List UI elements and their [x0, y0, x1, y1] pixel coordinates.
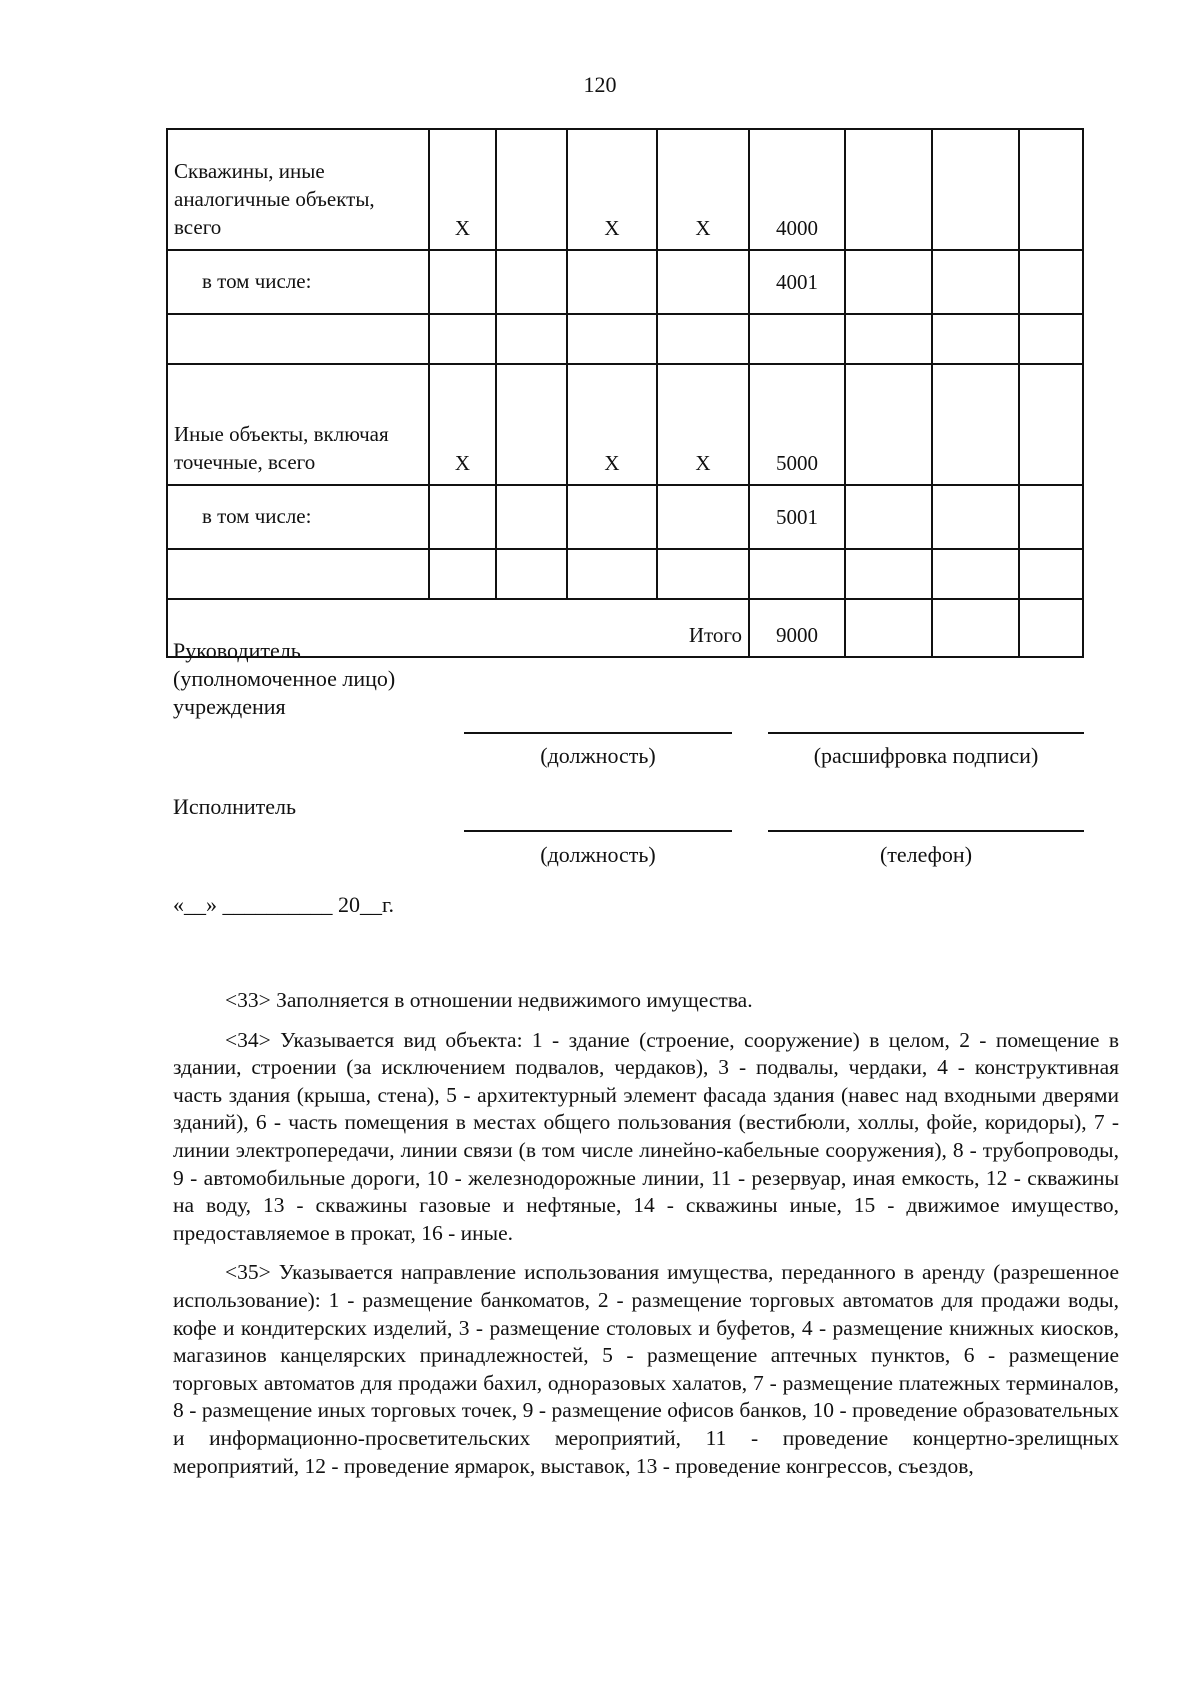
head-label	[173, 637, 395, 721]
cell-empty	[749, 314, 845, 364]
cell-empty	[429, 485, 496, 549]
cell-empty	[1019, 129, 1083, 250]
cell-empty	[932, 364, 1019, 485]
head-decode-caption: (расшифровка подписи)	[813, 743, 1039, 768]
cell-empty	[932, 314, 1019, 364]
cell-empty	[567, 549, 657, 599]
table-row	[167, 549, 1083, 599]
cell-empty	[496, 549, 567, 599]
row-name: в том числе:	[167, 250, 429, 314]
table-row	[167, 129, 1083, 250]
page-number: 120	[583, 72, 617, 97]
cell-empty	[429, 314, 496, 364]
cell-empty	[567, 314, 657, 364]
table-row	[167, 364, 1083, 485]
cell-empty	[1019, 364, 1083, 485]
executor-phone-caption: (телефон)	[879, 842, 973, 867]
cell-empty	[567, 250, 657, 314]
cell-x: X	[567, 129, 657, 250]
row-code: 4001	[749, 250, 845, 314]
cell-empty	[932, 599, 1019, 657]
cell-empty	[496, 129, 567, 250]
cell-empty	[845, 129, 932, 250]
head-position-caption: (должность)	[540, 743, 656, 768]
row-code: 4000	[749, 129, 845, 250]
executor-position-line[interactable]	[464, 830, 732, 832]
cell-empty	[496, 364, 567, 485]
footnote-34: <34> Указывается вид объекта: 1 - здание (строение, сооружение) в целом, 2 - помещение в здании, строении (за исключением подвалов, чердаков), 3 - подвалы, чердаки, 4 - конструктивная часть здания (крыша, стена), 5 - архитектурный элемент фасада здания (навес над входными дверями зданий), 6 - часть помещения в местах общего пользования (вестибюли, холлы, фойе, коридоры), 7 - линии электропередачи, линии связи (в том числе линейно-кабельные сооружения), 8 - трубопроводы, 9 - автомобильные дороги, 10 - железнодорожные линии, 11 - резервуар, иная емкость, 12 - скважины на воду, 13 - скважины газовые и нефтяные, 14 - скважины иные, 15 - движимое имущество, предоставляемое в прокат, 16 - иные.	[173, 1027, 1119, 1245]
cell-empty	[167, 314, 429, 364]
footnote-33: <33> Заполняется в отношении недвижимого имущества.	[225, 988, 753, 1012]
property-table	[166, 128, 1084, 658]
table-row	[167, 485, 1083, 549]
cell-empty	[429, 250, 496, 314]
cell-empty	[1019, 314, 1083, 364]
cell-empty	[657, 314, 749, 364]
executor-phone-line[interactable]	[768, 830, 1084, 832]
cell-empty	[1019, 250, 1083, 314]
date-line: «__» __________ 20__г.	[173, 892, 395, 917]
cell-empty	[1019, 485, 1083, 549]
cell-x: X	[429, 129, 496, 250]
cell-empty	[845, 599, 932, 657]
cell-empty	[845, 314, 932, 364]
row-name: в том числе:	[167, 485, 429, 549]
table-row	[167, 314, 1083, 364]
cell-empty	[932, 549, 1019, 599]
cell-empty	[845, 485, 932, 549]
cell-empty	[932, 485, 1019, 549]
cell-empty	[657, 250, 749, 314]
head-label-line-2: (уполномоченное лицо)	[173, 666, 396, 691]
executor-position-caption: (должность)	[540, 842, 656, 867]
row-code: 5001	[749, 485, 845, 549]
cell-x: X	[429, 364, 496, 485]
cell-empty	[496, 250, 567, 314]
row-name: Иные объекты, включая точечные, всего	[167, 364, 429, 485]
executor-label: Исполнитель	[173, 794, 297, 819]
cell-empty	[496, 314, 567, 364]
cell-x: X	[657, 129, 749, 250]
cell-empty	[932, 129, 1019, 250]
cell-empty	[1019, 599, 1083, 657]
cell-empty	[845, 549, 932, 599]
cell-empty	[496, 485, 567, 549]
cell-empty	[932, 250, 1019, 314]
cell-empty	[845, 250, 932, 314]
cell-x: X	[567, 364, 657, 485]
cell-x: X	[657, 364, 749, 485]
cell-empty	[749, 549, 845, 599]
cell-empty	[657, 549, 749, 599]
cell-empty	[567, 485, 657, 549]
cell-empty	[1019, 549, 1083, 599]
head-label-line-1: Руководитель	[173, 638, 301, 663]
cell-empty	[167, 549, 429, 599]
row-code: 5000	[749, 364, 845, 485]
cell-empty	[845, 364, 932, 485]
table-row	[167, 250, 1083, 314]
cell-empty	[657, 485, 749, 549]
head-position-signature-line[interactable]	[464, 732, 732, 734]
total-code: 9000	[749, 599, 845, 657]
footnotes	[173, 987, 1119, 1492]
head-decode-signature-line[interactable]	[768, 732, 1084, 734]
head-label-line-3: учреждения	[173, 694, 286, 719]
footnote-35: <35> Указывается направление использования имущества, переданного в аренду (разрешенное использование): 1 - размещение банкоматов, 2 - размещение торговых автоматов для продажи воды, кофе и кондитерских изделий, 3 - размещение столовых и буфетов, 4 - размещение книжных киосков, магазинов канцелярских принадлежностей, 5 - размещение аптечных пунктов, 6 - размещение торговых автоматов для продажи бахил, одноразовых халатов, 7 - размещение платежных терминалов, 8 - размещение иных торговых точек, 9 - размещение офисов банков, 10 - проведение образовательных и информационно-просветительских мероприятий, 11 - проведение концертно-зрелищных мероприятий, 12 - проведение ярмарок, выставок, 13 - проведение конгрессов, съездов,	[173, 1260, 1119, 1478]
total-label: Итого	[167, 599, 749, 657]
cell-empty	[429, 549, 496, 599]
row-name: Скважины, иные аналогичные объекты, всего	[167, 129, 429, 250]
